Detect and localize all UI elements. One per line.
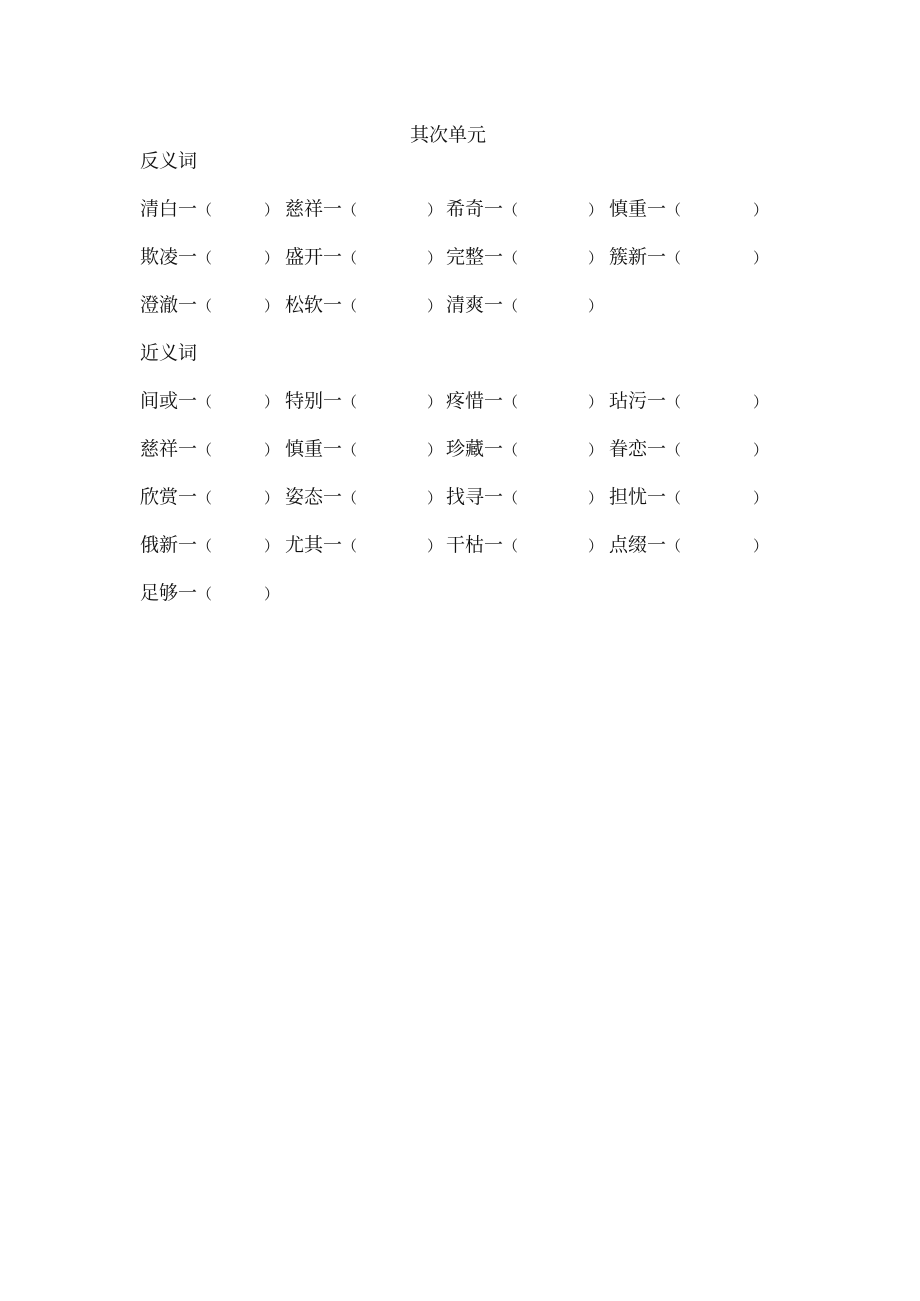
word-text: 欣赏 xyxy=(140,486,179,508)
close-paren: ） xyxy=(753,393,769,411)
open-paren: （ xyxy=(197,249,213,267)
close-paren: ） xyxy=(427,297,443,315)
word-pair-item xyxy=(140,580,279,607)
close-paren: ） xyxy=(588,393,604,411)
close-paren: ） xyxy=(753,201,769,219)
open-paren: （ xyxy=(197,441,213,459)
word-pair-item xyxy=(446,388,603,415)
close-paren: ） xyxy=(427,537,443,555)
word-pair-item xyxy=(285,244,442,271)
close-paren: ） xyxy=(427,489,443,507)
dash-text: 一 xyxy=(647,390,667,412)
antonyms-heading: 反义词 xyxy=(140,150,198,172)
dash-text: 一 xyxy=(323,438,343,460)
word-text: 慈祥 xyxy=(285,198,324,220)
word-pair-item xyxy=(140,388,279,415)
close-paren: ） xyxy=(588,489,604,507)
open-paren: （ xyxy=(503,249,519,267)
word-text: 眷恋 xyxy=(609,438,648,460)
dash-text: 一 xyxy=(323,246,343,268)
close-paren: ） xyxy=(588,297,604,315)
open-paren: （ xyxy=(342,393,358,411)
dash-text: 一 xyxy=(323,534,343,556)
dash-text: 一 xyxy=(647,246,667,268)
open-paren: （ xyxy=(197,585,213,603)
word-pair-item xyxy=(609,388,768,415)
close-paren: ） xyxy=(588,249,604,267)
open-paren: （ xyxy=(503,441,519,459)
close-paren: ） xyxy=(264,537,280,555)
open-paren: （ xyxy=(666,537,682,555)
close-paren: ） xyxy=(753,489,769,507)
word-text: 特别 xyxy=(285,390,324,412)
word-text: 欺凌 xyxy=(140,246,179,268)
open-paren: （ xyxy=(666,441,682,459)
close-paren: ） xyxy=(264,489,280,507)
close-paren: ） xyxy=(427,201,443,219)
open-paren: （ xyxy=(503,297,519,315)
word-text: 足够 xyxy=(140,582,179,604)
word-pair-item xyxy=(446,292,603,319)
dash-text: 一 xyxy=(323,294,343,316)
dash-text: 一 xyxy=(484,534,504,556)
word-text: 间或 xyxy=(140,390,179,412)
word-text: 俄新 xyxy=(140,534,179,556)
open-paren: （ xyxy=(342,297,358,315)
word-pair-item xyxy=(609,244,768,271)
dash-text: 一 xyxy=(647,486,667,508)
word-text: 盛开 xyxy=(285,246,324,268)
word-text: 慎重 xyxy=(285,438,324,460)
dash-text: 一 xyxy=(178,390,198,412)
open-paren: （ xyxy=(197,489,213,507)
open-paren: （ xyxy=(666,249,682,267)
dash-text: 一 xyxy=(484,438,504,460)
dash-text: 一 xyxy=(178,486,198,508)
close-paren: ） xyxy=(588,441,604,459)
word-pair-item xyxy=(446,196,603,223)
dash-text: 一 xyxy=(484,198,504,220)
word-text: 疼惜 xyxy=(446,390,485,412)
dash-text: 一 xyxy=(647,534,667,556)
word-text: 担忧 xyxy=(609,486,648,508)
dash-text: 一 xyxy=(178,198,198,220)
word-text: 希奇 xyxy=(446,198,485,220)
close-paren: ） xyxy=(753,537,769,555)
word-text: 珍藏 xyxy=(446,438,485,460)
word-pair-item xyxy=(285,292,442,319)
word-text: 清爽 xyxy=(446,294,485,316)
word-pair-item xyxy=(140,484,279,511)
open-paren: （ xyxy=(342,441,358,459)
word-pair-item xyxy=(140,436,279,463)
page-title: 其次单元 xyxy=(409,124,486,146)
close-paren: ） xyxy=(264,441,280,459)
open-paren: （ xyxy=(503,393,519,411)
word-pair-item xyxy=(285,532,442,559)
word-pair-item xyxy=(140,532,279,559)
open-paren: （ xyxy=(197,201,213,219)
word-text: 清白 xyxy=(140,198,179,220)
close-paren: ） xyxy=(264,585,280,603)
word-text: 慈祥 xyxy=(140,438,179,460)
dash-text: 一 xyxy=(647,198,667,220)
word-pair-item xyxy=(285,484,442,511)
dash-text: 一 xyxy=(323,198,343,220)
open-paren: （ xyxy=(666,393,682,411)
dash-text: 一 xyxy=(484,294,504,316)
word-pair-item xyxy=(285,388,442,415)
dash-text: 一 xyxy=(647,438,667,460)
close-paren: ） xyxy=(427,249,443,267)
close-paren: ） xyxy=(264,201,280,219)
close-paren: ） xyxy=(588,201,604,219)
open-paren: （ xyxy=(666,489,682,507)
synonyms-heading: 近义词 xyxy=(140,342,198,364)
open-paren: （ xyxy=(503,201,519,219)
word-pair-item xyxy=(446,436,603,463)
word-pair-item xyxy=(140,196,279,223)
open-paren: （ xyxy=(197,393,213,411)
open-paren: （ xyxy=(503,537,519,555)
word-text: 干枯 xyxy=(446,534,485,556)
word-text: 点缀 xyxy=(609,534,648,556)
dash-text: 一 xyxy=(178,438,198,460)
dash-text: 一 xyxy=(484,390,504,412)
dash-text: 一 xyxy=(323,390,343,412)
word-text: 玷污 xyxy=(609,390,648,412)
open-paren: （ xyxy=(666,201,682,219)
word-text: 完整 xyxy=(446,246,485,268)
dash-text: 一 xyxy=(484,486,504,508)
open-paren: （ xyxy=(342,537,358,555)
word-text: 找寻 xyxy=(446,486,485,508)
dash-text: 一 xyxy=(178,246,198,268)
word-text: 姿态 xyxy=(285,486,324,508)
open-paren: （ xyxy=(197,297,213,315)
word-pair-item xyxy=(140,292,279,319)
dash-text: 一 xyxy=(178,582,198,604)
word-pair-item xyxy=(446,244,603,271)
word-pair-item xyxy=(609,196,768,223)
close-paren: ） xyxy=(264,297,280,315)
close-paren: ） xyxy=(753,249,769,267)
close-paren: ） xyxy=(264,249,280,267)
close-paren: ） xyxy=(427,441,443,459)
open-paren: （ xyxy=(342,249,358,267)
word-pair-item xyxy=(609,484,768,511)
word-pair-item xyxy=(285,436,442,463)
word-pair-item xyxy=(285,196,442,223)
word-text: 簇新 xyxy=(609,246,648,268)
open-paren: （ xyxy=(503,489,519,507)
close-paren: ） xyxy=(427,393,443,411)
word-pair-item xyxy=(609,532,768,559)
dash-text: 一 xyxy=(323,486,343,508)
word-pair-item xyxy=(446,532,603,559)
dash-text: 一 xyxy=(484,246,504,268)
word-text: 尤其 xyxy=(285,534,324,556)
word-text: 慎重 xyxy=(609,198,648,220)
open-paren: （ xyxy=(342,489,358,507)
word-pair-item xyxy=(609,436,768,463)
word-pair-item xyxy=(140,244,279,271)
close-paren: ） xyxy=(588,537,604,555)
close-paren: ） xyxy=(264,393,280,411)
word-pair-item xyxy=(446,484,603,511)
dash-text: 一 xyxy=(178,294,198,316)
dash-text: 一 xyxy=(178,534,198,556)
word-text: 澄澈 xyxy=(140,294,179,316)
open-paren: （ xyxy=(342,201,358,219)
close-paren: ） xyxy=(753,441,769,459)
word-text: 松软 xyxy=(285,294,324,316)
open-paren: （ xyxy=(197,537,213,555)
